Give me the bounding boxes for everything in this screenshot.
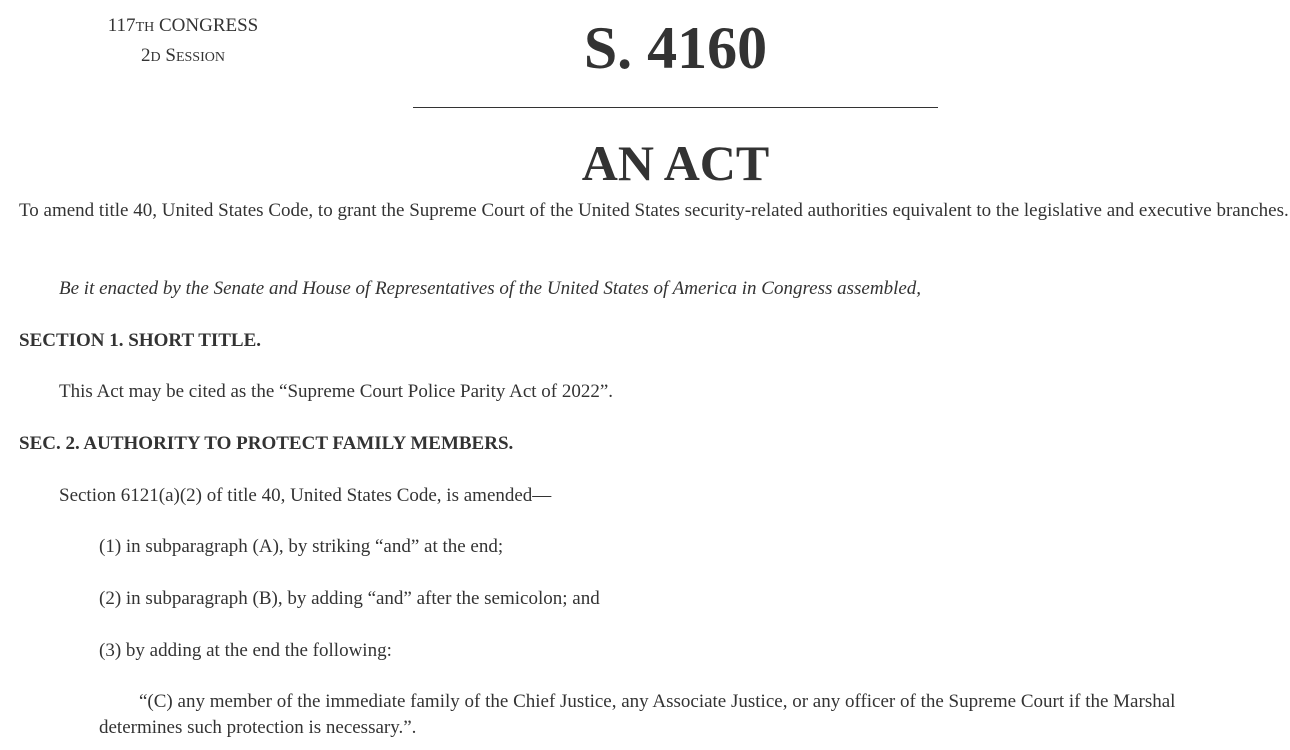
congress-word: CONGRESS xyxy=(158,15,259,36)
congress-number: 117 xyxy=(107,15,136,36)
section-1-heading: SECTION 1. SHORT TITLE. xyxy=(19,330,262,351)
session-initial: S xyxy=(165,45,176,66)
section-1-text: This Act may be cited as the “Supreme Court Police Parity Act of 2022”. xyxy=(59,381,614,402)
bill-number: S. 4160 xyxy=(583,15,768,81)
amendment-item-3: (3) by adding at the end the following: xyxy=(99,640,392,661)
session-word-rest: ESSION xyxy=(175,50,225,65)
act-title: AN ACT xyxy=(581,135,770,191)
section-2-text: Section 6121(a)(2) of title 40, United States Code, is amended— xyxy=(59,485,552,506)
congress-line xyxy=(90,12,276,42)
amendment-item-1: (1) in subparagraph (A), by striking “and” at the end; xyxy=(99,536,504,557)
section-2-heading: SEC. 2. AUTHORITY TO PROTECT FAMILY MEMBERS. xyxy=(19,433,514,454)
session-suffix: D xyxy=(150,50,161,65)
amendment-item-2: (2) in subparagraph (B), by adding “and” after the semicolon; and xyxy=(99,588,600,609)
bill-purpose: To amend title 40, United States Code, to grant the Supreme Court of the United States security-related authorities equivalent to the legislative and executive branches. xyxy=(19,200,1289,221)
session-number: 2 xyxy=(141,45,151,66)
enacting-clause: Be it enacted by the Senate and House of Representatives of the United States of America in Congress assembled, xyxy=(59,278,922,299)
title-divider xyxy=(413,107,938,108)
session-line xyxy=(90,42,276,72)
congress-session-header xyxy=(90,12,276,72)
congress-suffix: TH xyxy=(135,20,155,35)
quoted-subparagraph-c: “(C) any member of the immediate family of the Chief Justice, any Associate Justice, or any officer of the Supreme Court if the Marshal determines such protection is necessary.”. xyxy=(99,691,1176,738)
